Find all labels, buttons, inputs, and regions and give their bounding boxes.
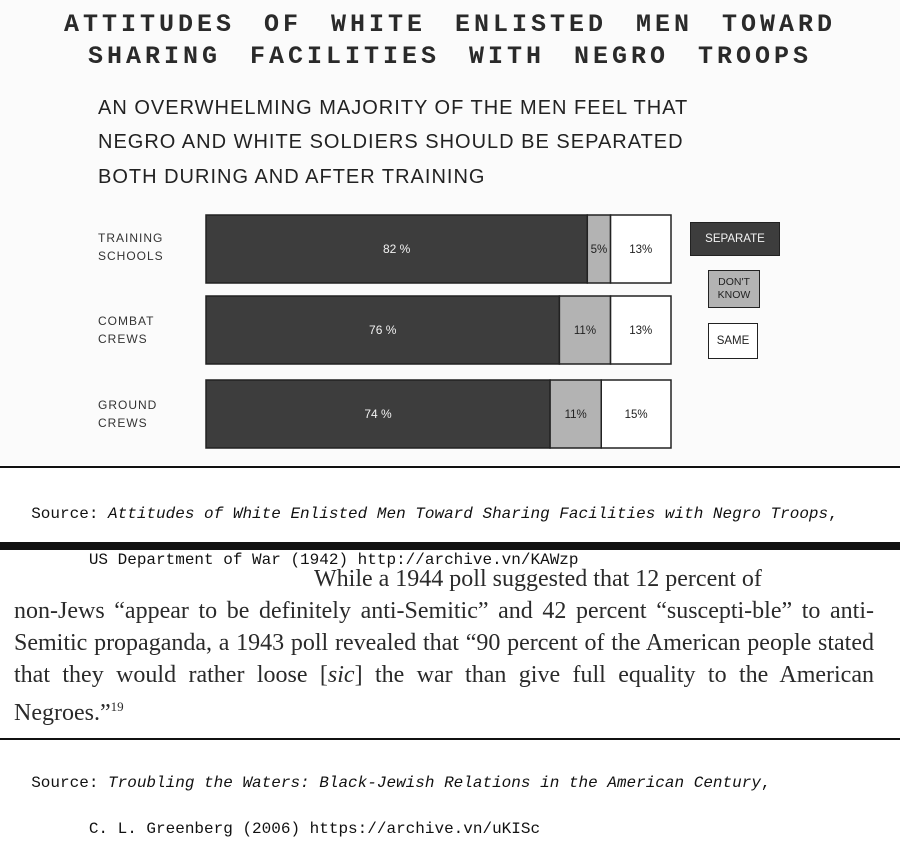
bar-label-ground-crews-same: 15% [624, 409, 648, 421]
source-work-title: Attitudes of White Enlisted Men Toward Sharing Facilities with Negro Troops [108, 505, 829, 523]
category-label-training-schools: TRAINING SCHOOLS [98, 231, 164, 263]
chart-title-line-1: ATTITUDES OF WHITE ENLISTED MEN TOWARD [63, 10, 837, 39]
divider-thin-2 [0, 738, 900, 740]
chart-subtitle-line-2: NEGRO AND WHITE SOLDIERS SHOULD BE SEPARATED [98, 131, 684, 153]
chart-subtitle-line-3: BOTH DURING AND AFTER TRAINING [98, 166, 486, 188]
source-author-line: C. L. Greenberg (2006) https://archive.vn/uKISc [12, 820, 541, 838]
bar-label-ground-crews-separate: 74 % [364, 407, 392, 421]
quote-line-1: While a 1944 poll suggested that 12 percent of [314, 566, 762, 592]
source-suffix: , [828, 505, 838, 523]
source-prefix: Source: [31, 774, 109, 792]
bar-label-ground-crews-don-t-know: 11% [564, 409, 587, 421]
quote-body-b: ] the war than give full equality to the American Negroes.” [14, 662, 874, 726]
bar-label-combat-crews-same: 13% [629, 325, 653, 337]
chart-subtitle-line-1: AN OVERWHELMING MAJORITY OF THE MEN FEEL THAT [98, 97, 689, 119]
legend-same: SAME [708, 323, 758, 359]
divider-thick [0, 542, 900, 550]
legend-dont-know: DON'T KNOW [708, 270, 760, 308]
category-label-ground-crews: GROUND CREWS [98, 398, 158, 430]
source-citation-2 [12, 749, 771, 864]
bar-label-combat-crews-don-t-know: 11% [573, 325, 597, 337]
source-work-title: Troubling the Waters: Black-Jewish Relations in the American Century [108, 774, 761, 792]
source-suffix: , [760, 774, 771, 792]
legend-separate: SEPARATE [690, 222, 780, 256]
bar-label-training-schools-same: 13% [629, 244, 653, 256]
bar-label-combat-crews-separate: 76 % [369, 323, 397, 337]
footnote-marker: 19 [110, 699, 124, 714]
quote-body-a: non-Jews “appear to be definitely anti-Semitic” and 42 percent “suscepti-ble” to anti-Semitic propaganda, a 1943 poll revealed that “90 percent of the American people stated that they would rather loose [ [14, 598, 874, 688]
divider-thin [0, 466, 900, 468]
category-label-combat-crews: COMBAT CREWS [98, 314, 155, 346]
bar-label-training-schools-separate: 82 % [382, 242, 411, 256]
chart-title-line-2: SHARING FACILITIES WITH NEGRO TROOPS [87, 42, 813, 71]
source-publisher-line: US Department of War (1942) http://archive.vn/KAWzp [12, 551, 579, 569]
source-prefix: Source: [31, 505, 109, 523]
quote-sic: sic [327, 662, 355, 688]
bar-label-training-schools-don-t-know: 5% [590, 244, 608, 256]
quoted-passage [14, 563, 874, 729]
